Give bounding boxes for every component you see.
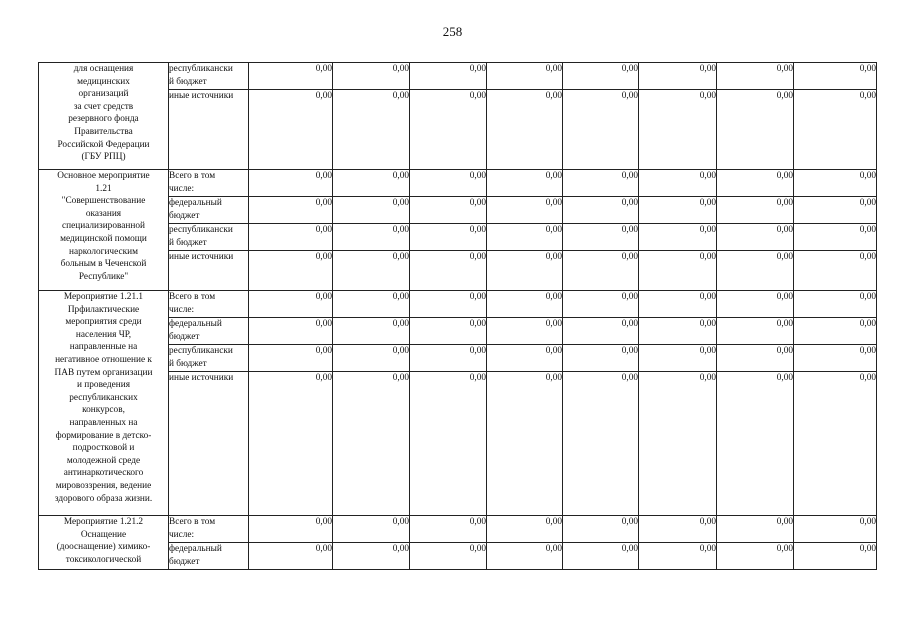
amount-cell: 0,00 [333, 170, 410, 197]
amount-cell: 0,00 [794, 251, 877, 291]
item-description-line: мероприятия среди [65, 317, 142, 328]
amount-cell: 0,00 [487, 291, 563, 318]
amount-cell: 0,00 [333, 372, 410, 516]
funding-source-cell: федеральный бюджет [169, 318, 249, 345]
item-description-line: организаций [78, 89, 129, 100]
amount-cell: 0,00 [639, 372, 717, 516]
amount-cell: 0,00 [794, 224, 877, 251]
amount-cell: 0,00 [717, 197, 794, 224]
amount-cell: 0,00 [410, 224, 487, 251]
amount-cell: 0,00 [717, 345, 794, 372]
item-description-line: Оснащение [80, 529, 127, 540]
amount-cell: 0,00 [487, 516, 563, 543]
amount-cell: 0,00 [333, 90, 410, 170]
amount-cell: 0,00 [249, 291, 333, 318]
amount-cell: 0,00 [717, 516, 794, 543]
item-description-line: населения ЧР, [75, 329, 132, 340]
amount-cell: 0,00 [333, 516, 410, 543]
item-description-line: Российской Федерации [57, 139, 150, 150]
budget-table [38, 62, 877, 570]
amount-cell: 0,00 [794, 345, 877, 372]
funding-source-cell: Всего в том числе: [169, 516, 249, 543]
item-description-line: молодежной среде [66, 455, 141, 466]
item-description-line: специализированной [62, 221, 145, 232]
amount-cell: 0,00 [717, 90, 794, 170]
amount-cell: 0,00 [410, 372, 487, 516]
amount-cell: 0,00 [639, 291, 717, 318]
amount-cell: 0,00 [249, 318, 333, 345]
item-description-line: направленные на [69, 342, 138, 353]
amount-cell: 0,00 [794, 170, 877, 197]
amount-cell: 0,00 [639, 543, 717, 570]
amount-cell: 0,00 [410, 197, 487, 224]
amount-cell: 0,00 [410, 318, 487, 345]
funding-source-cell: иные источники [169, 251, 249, 291]
amount-cell: 0,00 [639, 197, 717, 224]
table-row [39, 170, 877, 197]
item-description-line: направленных на [69, 417, 138, 428]
amount-cell: 0,00 [487, 318, 563, 345]
item-description-cell [39, 170, 169, 291]
item-description-line: негативное отношение к [55, 354, 152, 365]
item-description-line: Мероприятие 1.21.2 [63, 517, 144, 527]
funding-source-cell: Всего в том числе: [169, 170, 249, 197]
item-description-line: для оснащения [73, 64, 134, 74]
amount-cell: 0,00 [563, 90, 639, 170]
item-description-line: Мероприятие 1.21.1 [63, 292, 144, 302]
amount-cell: 0,00 [563, 345, 639, 372]
item-description-line: Республике" [78, 271, 129, 282]
item-description-line: и проведения [77, 380, 130, 391]
amount-cell: 0,00 [639, 90, 717, 170]
amount-cell: 0,00 [333, 345, 410, 372]
amount-cell: 0,00 [249, 251, 333, 291]
amount-cell: 0,00 [333, 224, 410, 251]
amount-cell: 0,00 [717, 224, 794, 251]
funding-source-cell: республикански й бюджет [169, 224, 249, 251]
amount-cell: 0,00 [487, 90, 563, 170]
amount-cell: 0,00 [639, 63, 717, 90]
amount-cell: 0,00 [487, 543, 563, 570]
table-row [39, 63, 877, 90]
amount-cell: 0,00 [717, 318, 794, 345]
item-description-line: антинаркотического [63, 468, 144, 479]
amount-cell: 0,00 [487, 170, 563, 197]
amount-cell: 0,00 [563, 291, 639, 318]
amount-cell: 0,00 [717, 543, 794, 570]
item-description-line: наркологическим [69, 246, 138, 257]
amount-cell: 0,00 [717, 63, 794, 90]
item-description-cell [39, 516, 169, 570]
amount-cell: 0,00 [333, 291, 410, 318]
item-description-line: подростковой и [72, 443, 135, 454]
amount-cell: 0,00 [410, 516, 487, 543]
item-description-line: Прфилактические [67, 304, 140, 315]
item-description-line: резервного фонда [68, 114, 139, 125]
funding-source-cell: Всего в том числе: [169, 291, 249, 318]
amount-cell: 0,00 [717, 251, 794, 291]
amount-cell: 0,00 [249, 516, 333, 543]
item-description-line: 1.21 [95, 183, 112, 194]
item-description-line: (дооснащение) химико- [56, 542, 151, 553]
amount-cell: 0,00 [487, 251, 563, 291]
amount-cell: 0,00 [639, 318, 717, 345]
funding-source-cell: республикански й бюджет [169, 63, 249, 90]
amount-cell: 0,00 [410, 251, 487, 291]
amount-cell: 0,00 [639, 516, 717, 543]
amount-cell: 0,00 [794, 90, 877, 170]
item-description-line: медицинской помощи [60, 233, 147, 244]
amount-cell: 0,00 [333, 197, 410, 224]
amount-cell: 0,00 [249, 224, 333, 251]
page-number: 258 [442, 24, 463, 39]
amount-cell: 0,00 [249, 197, 333, 224]
funding-source-cell: иные источники [169, 372, 249, 516]
amount-cell: 0,00 [717, 372, 794, 516]
item-description-line: токсикологической [65, 554, 142, 565]
amount-cell: 0,00 [563, 372, 639, 516]
amount-cell: 0,00 [410, 90, 487, 170]
amount-cell: 0,00 [794, 63, 877, 90]
item-description-cell [39, 291, 169, 516]
amount-cell: 0,00 [487, 197, 563, 224]
amount-cell: 0,00 [717, 291, 794, 318]
amount-cell: 0,00 [410, 543, 487, 570]
table-row [39, 291, 877, 318]
amount-cell: 0,00 [563, 251, 639, 291]
amount-cell: 0,00 [249, 63, 333, 90]
amount-cell: 0,00 [410, 345, 487, 372]
amount-cell: 0,00 [639, 224, 717, 251]
amount-cell: 0,00 [563, 63, 639, 90]
amount-cell: 0,00 [487, 63, 563, 90]
amount-cell: 0,00 [563, 318, 639, 345]
item-description-line: (ГБУ РПЦ) [81, 152, 126, 163]
amount-cell: 0,00 [639, 345, 717, 372]
item-description-line: республиканских [69, 392, 138, 403]
item-description-line: Правительства [74, 126, 133, 137]
item-description-line: оказания [85, 208, 122, 219]
amount-cell: 0,00 [563, 224, 639, 251]
amount-cell: 0,00 [249, 372, 333, 516]
amount-cell: 0,00 [333, 251, 410, 291]
item-description-line: медицинских [77, 76, 130, 87]
amount-cell: 0,00 [794, 516, 877, 543]
amount-cell: 0,00 [794, 318, 877, 345]
item-description-cell [39, 63, 169, 170]
amount-cell: 0,00 [333, 543, 410, 570]
amount-cell: 0,00 [333, 63, 410, 90]
amount-cell: 0,00 [410, 291, 487, 318]
item-description-line: формирование в детско- [55, 430, 152, 441]
funding-source-cell: республикански й бюджет [169, 345, 249, 372]
amount-cell: 0,00 [410, 63, 487, 90]
amount-cell: 0,00 [410, 170, 487, 197]
amount-cell: 0,00 [487, 345, 563, 372]
amount-cell: 0,00 [794, 291, 877, 318]
amount-cell: 0,00 [487, 224, 563, 251]
amount-cell: 0,00 [794, 372, 877, 516]
amount-cell: 0,00 [563, 543, 639, 570]
amount-cell: 0,00 [487, 372, 563, 516]
amount-cell: 0,00 [249, 90, 333, 170]
amount-cell: 0,00 [249, 345, 333, 372]
amount-cell: 0,00 [639, 170, 717, 197]
funding-source-cell: федеральный бюджет [169, 543, 249, 570]
item-description-line: Основное мероприятие [57, 171, 150, 181]
item-description-line: "Совершенствование [61, 196, 146, 207]
amount-cell: 0,00 [249, 170, 333, 197]
table-row [39, 516, 877, 543]
item-description-line: конкурсов, [82, 405, 125, 416]
amount-cell: 0,00 [333, 318, 410, 345]
amount-cell: 0,00 [639, 251, 717, 291]
item-description-line: больным в Чеченской [60, 259, 147, 270]
funding-source-cell: федеральный бюджет [169, 197, 249, 224]
amount-cell: 0,00 [794, 543, 877, 570]
item-description-line: здорового образа жизни. [54, 493, 153, 504]
item-description-line: мировоззрения, ведение [55, 480, 152, 491]
amount-cell: 0,00 [249, 543, 333, 570]
item-description-line: за счет средств [73, 101, 134, 112]
amount-cell: 0,00 [563, 516, 639, 543]
amount-cell: 0,00 [563, 170, 639, 197]
amount-cell: 0,00 [563, 197, 639, 224]
funding-source-cell: иные источники [169, 90, 249, 170]
amount-cell: 0,00 [794, 197, 877, 224]
item-description-line: ПАВ путем организации [54, 367, 153, 378]
amount-cell: 0,00 [717, 170, 794, 197]
